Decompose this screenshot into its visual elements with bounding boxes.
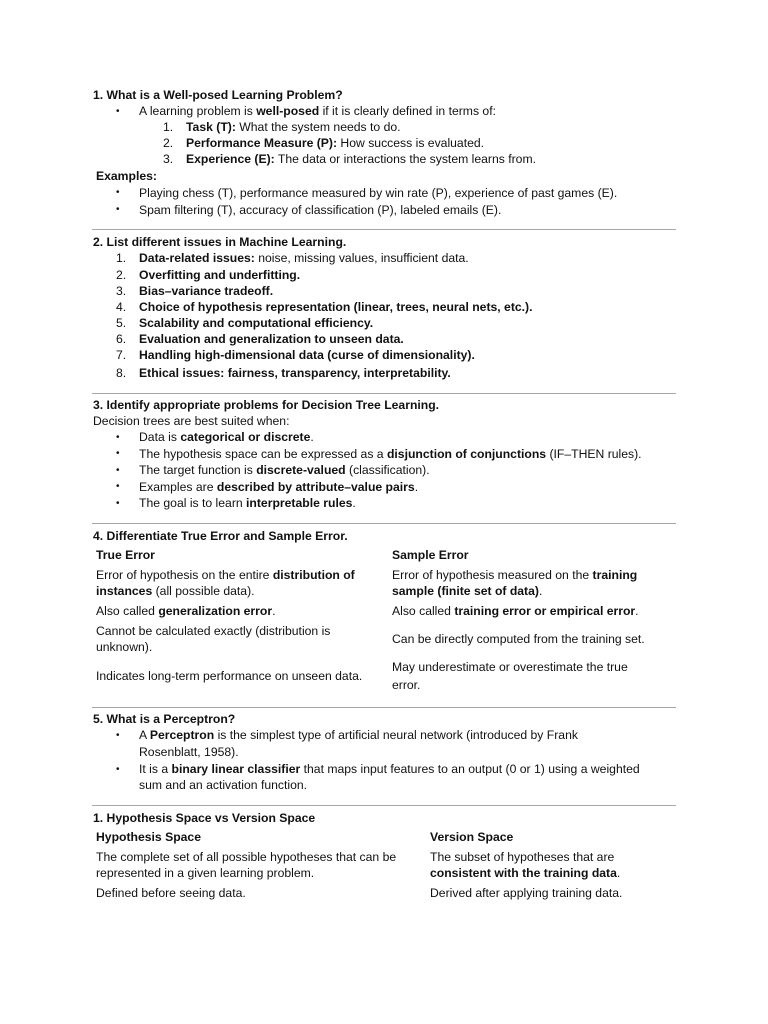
list-number: 6. <box>116 332 127 346</box>
list-item: Bias–variance tradeoff. <box>139 284 274 298</box>
table-cell: Derived after applying training data. <box>430 886 623 900</box>
list-number: 4. <box>116 300 127 314</box>
bullet-glyph: • <box>116 432 120 443</box>
section-5-heading: 5. What is a Perceptron? <box>93 712 236 726</box>
list-item-continued: sum and an activation function. <box>139 778 308 792</box>
list-number: 7. <box>116 348 127 362</box>
table-cell: May underestimate or overestimate the true <box>392 660 628 674</box>
list-item: Scalability and computational efficiency. <box>139 316 374 330</box>
section-divider <box>92 229 676 230</box>
section-2-heading: 2. List different issues in Machine Learning. <box>93 235 347 249</box>
table-cell: sample (finite set of data). <box>392 584 543 598</box>
table-header-true-error: True Error <box>96 548 155 562</box>
bullet-glyph: • <box>116 204 120 215</box>
list-item: Overfitting and underfitting. <box>139 268 301 282</box>
list-item: Experience (E): The data or interactions the system learns from. <box>186 152 536 166</box>
table-cell: The complete set of all possible hypotheses that can be <box>96 850 397 864</box>
list-number: 8. <box>116 366 127 380</box>
table-header-hypothesis-space: Hypothesis Space <box>96 830 201 844</box>
list-item: The hypothesis space can be expressed as a disjunction of conjunctions (IF–THEN rules). <box>139 447 642 461</box>
list-number: 3. <box>163 152 174 166</box>
bullet-glyph: • <box>116 730 120 741</box>
list-item: The target function is discrete-valued (classification). <box>139 463 430 477</box>
table-cell: consistent with the training data. <box>430 866 621 880</box>
table-cell: unknown). <box>96 640 153 654</box>
list-number: 3. <box>116 284 127 298</box>
list-item: Evaluation and generalization to unseen data. <box>139 332 404 346</box>
list-item: Choice of hypothesis representation (linear, trees, neural nets, etc.). <box>139 300 533 314</box>
list-item: Handling high-dimensional data (curse of dimensionality). <box>139 348 475 362</box>
bullet-glyph: • <box>116 764 120 775</box>
list-number: 5. <box>116 316 127 330</box>
table-header-version-space: Version Space <box>430 830 514 844</box>
bullet-glyph: • <box>116 481 120 492</box>
list-number: 1. <box>163 120 174 134</box>
bullet-glyph: • <box>116 448 120 459</box>
list-number: 1. <box>116 251 127 265</box>
bullet-glyph: • <box>116 187 120 198</box>
section-divider <box>92 805 676 806</box>
section-6-heading: 1. Hypothesis Space vs Version Space <box>93 811 316 825</box>
list-item: Ethical issues: fairness, transparency, interpretability. <box>139 366 451 380</box>
list-item: Performance Measure (P): How success is evaluated. <box>186 136 485 150</box>
table-header-sample-error: Sample Error <box>392 548 469 562</box>
table-cell: represented in a given learning problem. <box>96 866 315 880</box>
section-1-intro: A learning problem is well-posed if it is clearly defined in terms of: <box>139 104 496 118</box>
list-number: 2. <box>116 268 127 282</box>
table-cell: Error of hypothesis on the entire distribution of <box>96 568 355 582</box>
list-number: 2. <box>163 136 174 150</box>
section-divider <box>92 393 676 394</box>
list-item: A Perceptron is the simplest type of artificial neural network (introduced by Frank <box>139 728 578 742</box>
table-cell: Also called training error or empirical error. <box>392 604 639 618</box>
section-1-heading: 1. What is a Well-posed Learning Problem? <box>93 88 343 102</box>
table-cell: instances (all possible data). <box>96 584 255 598</box>
examples-label: Examples: <box>96 169 157 183</box>
bullet-glyph: • <box>116 498 120 509</box>
table-cell: The subset of hypotheses that are <box>430 850 615 864</box>
bullet-glyph: • <box>116 106 120 117</box>
list-item: Task (T): What the system needs to do. <box>186 120 401 134</box>
table-cell: error. <box>392 678 421 692</box>
table-cell: Cannot be calculated exactly (distribution is <box>96 624 331 638</box>
table-cell: Also called generalization error. <box>96 604 276 618</box>
bullet-glyph: • <box>116 465 120 476</box>
list-item: Data-related issues: noise, missing values, insufficient data. <box>139 251 469 265</box>
table-cell: Indicates long-term performance on unseen data. <box>96 669 363 683</box>
example-item: Playing chess (T), performance measured by win rate (P), experience of past games (E). <box>139 186 618 200</box>
section-3-heading: 3. Identify appropriate problems for Decision Tree Learning. <box>93 398 440 412</box>
section-3-intro: Decision trees are best suited when: <box>93 414 290 428</box>
list-item-continued: Rosenblatt, 1958). <box>139 745 239 759</box>
list-item: Examples are described by attribute–value pairs. <box>139 480 419 494</box>
list-item: Data is categorical or discrete. <box>139 430 314 444</box>
table-cell: Error of hypothesis measured on the training <box>392 568 638 582</box>
table-cell: Can be directly computed from the training set. <box>392 632 645 646</box>
list-item: The goal is to learn interpretable rules. <box>139 496 356 510</box>
section-divider <box>92 707 676 708</box>
section-divider <box>92 523 676 524</box>
table-cell: Defined before seeing data. <box>96 886 246 900</box>
section-4-heading: 4. Differentiate True Error and Sample Error. <box>93 529 348 543</box>
list-item: It is a binary linear classifier that maps input features to an output (0 or 1) using a weighted <box>139 762 640 776</box>
example-item: Spam filtering (T), accuracy of classification (P), labeled emails (E). <box>139 203 502 217</box>
